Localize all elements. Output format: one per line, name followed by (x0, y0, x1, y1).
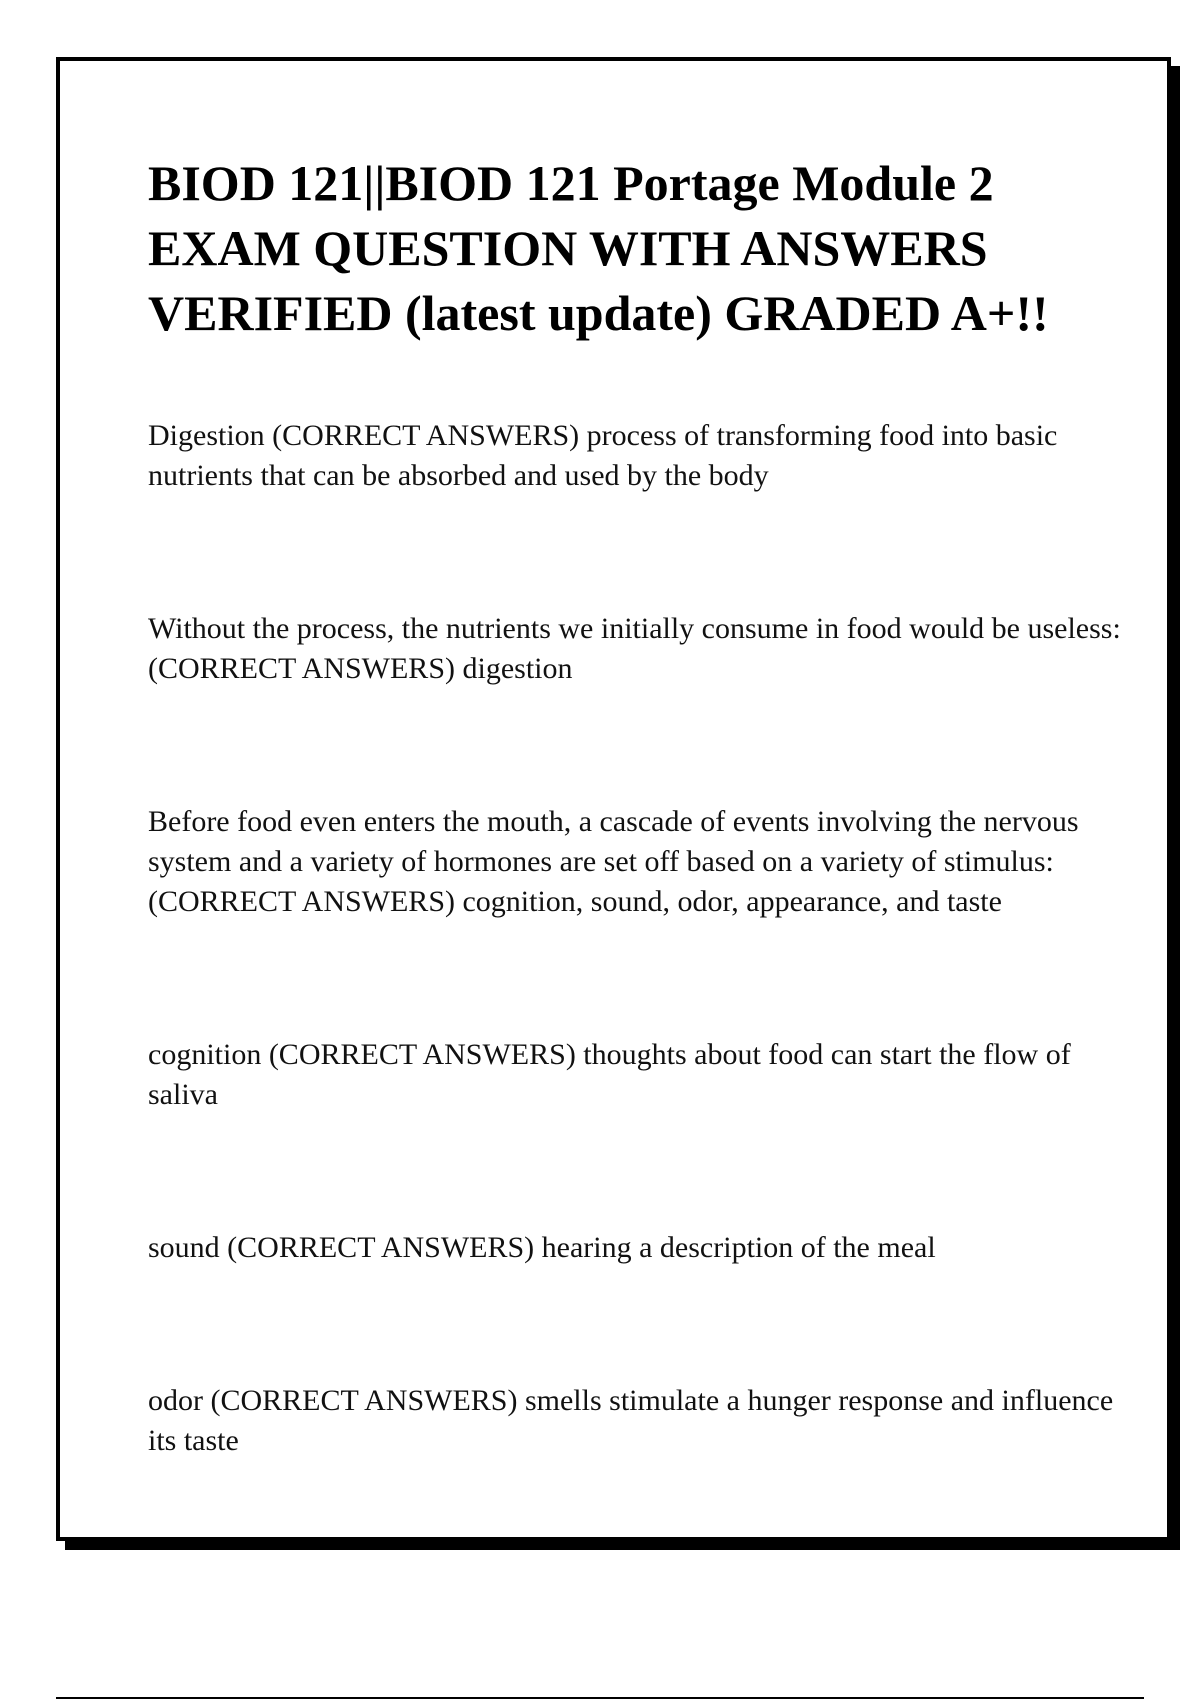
qa-item-digestion: Digestion (CORRECT ANSWERS) process of transforming food into basic nutrients that can be absorbed and used by the body (148, 419, 1058, 492)
bottom-divider (56, 1697, 1144, 1699)
qa-item-before-food: Before food even enters the mouth, a cascade of events involving the nervous system and a variety of hormones are set off based on a variety of stimulus: (CORRECT ANSWERS) cognition, sound, odor, appearance, and taste (148, 805, 1079, 918)
qa-list (148, 416, 1133, 1461)
document-content (148, 151, 1133, 1574)
document-page (56, 57, 1171, 1541)
qa-item-sound: sound (CORRECT ANSWERS) hearing a description of the meal (148, 1231, 936, 1264)
qa-item-odor: odor (CORRECT ANSWERS) smells stimulate a hunger response and influence its taste (148, 1384, 1114, 1457)
qa-item-cognition: cognition (CORRECT ANSWERS) thoughts about food can start the flow of saliva (148, 1038, 1071, 1111)
document-title: BIOD 121||BIOD 121 Portage Module 2 EXAM QUESTION WITH ANSWERS VERIFIED (latest update) GRADED A+!! (148, 155, 1049, 341)
qa-item-without-process: Without the process, the nutrients we initially consume in food would be useless: (CORRECT ANSWERS) digestion (148, 612, 1121, 685)
